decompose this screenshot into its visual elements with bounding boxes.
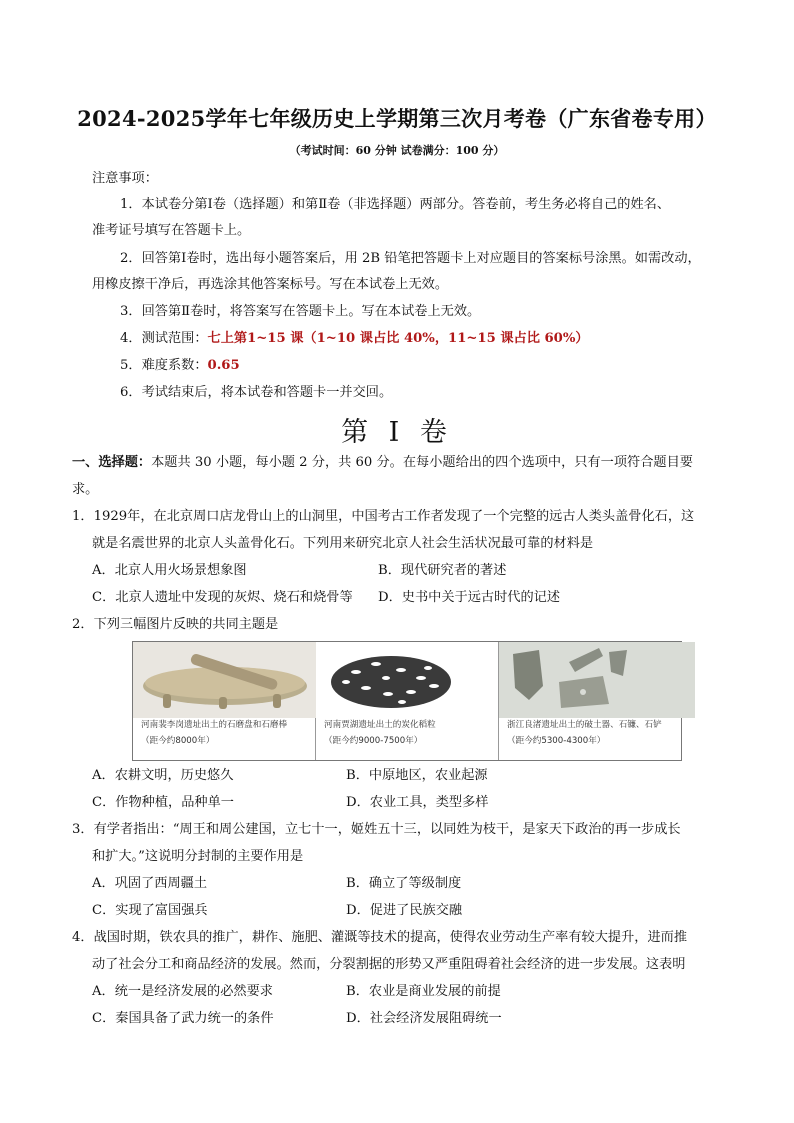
grinding-stone-image	[133, 642, 325, 718]
instruction-text: 本题共 30 小题，每小题 2 分，共 60 分。在每小题给出的四个选项中，只有一项符合题目要	[151, 455, 693, 470]
figure-panel-grinding-stone	[133, 642, 316, 760]
figure-caption: 河南裴李岗遗址出土的石磨盘和石磨棒	[141, 720, 288, 730]
note-item: 2．回答第Ⅰ卷时，选出每小题答案后，用 2B 铅笔把答题卡上对应题目的答案标号涂黑。如需改动，	[120, 251, 701, 266]
note-item: 准考证号填写在答题卡上。	[92, 223, 251, 238]
option-a[interactable]: A．统一是经济发展的必然要求	[92, 984, 273, 999]
figure-panel-stone-tools	[499, 642, 681, 760]
figure-caption: 浙江良渚遗址出土的破土器、石镰、石铲	[507, 720, 662, 730]
stone-tools-image	[499, 642, 695, 718]
option-b[interactable]: B．农业是商业发展的前提	[346, 984, 501, 999]
instruction-prefix: 一、选择题：	[72, 455, 152, 470]
question-stem: 4．战国时期，铁农具的推广，耕作、施肥、灌溉等技术的提高，使得农业劳动生产率有较大提升，进而推	[72, 930, 688, 945]
question-stem: 1．1929年，在北京周口店龙骨山上的山洞里，中国考古工作者发现了一个完整的远古人类头盖骨化石，这	[72, 509, 695, 524]
note-item: 用橡皮擦干净后，再选涂其他答案标号。写在本试卷上无效。	[92, 277, 449, 292]
exam-time-info: （考试时间：60 分钟 试卷满分：100 分）	[289, 144, 505, 157]
option-d[interactable]: D．促进了民族交融	[346, 903, 463, 918]
question-stem: 和扩大。”这说明分封制的主要作用是	[92, 849, 304, 864]
carbonized-rice-image	[316, 642, 472, 718]
note-item: 3．回答第Ⅱ卷时，将答案写在答题卡上。写在本试卷上无效。	[120, 304, 481, 319]
page-title: 2024-2025学年七年级历史上学期第三次月考卷（广东省卷专用）	[77, 106, 717, 131]
figure-date: （距今约8000年）	[141, 736, 215, 746]
figure-date: （距今约5300-4300年）	[507, 736, 606, 746]
option-d[interactable]: D．农业工具，类型多样	[346, 795, 489, 810]
option-a[interactable]: A．北京人用火场景想象图	[92, 563, 247, 578]
question-figure	[132, 641, 682, 761]
question-stem: 3．有学者指出：“周王和周公建国，立七十一，姬姓五十三，以同姓为枝干，是家天下政治的再一步成长	[72, 822, 681, 837]
section-instruction	[72, 454, 693, 472]
question-stem: 就是名震世界的北京人头盖骨化石。下列用来研究北京人社会生活状况最可靠的材料是	[92, 536, 594, 551]
option-a[interactable]: A．农耕文明，历史悠久	[92, 768, 234, 783]
option-c[interactable]: C．作物种植，品种单一	[92, 795, 234, 810]
section-title: 第 I 卷	[341, 417, 453, 448]
note-item: 1．本试卷分第Ⅰ卷（选择题）和第Ⅱ卷（非选择题）两部分。答卷前，考生务必将自己的姓名、	[120, 197, 671, 212]
scope-label: 4．测试范围：	[120, 331, 208, 346]
option-c[interactable]: C．北京人遗址中发现的灰烬、烧石和烧骨等	[92, 590, 353, 605]
scope-value: 七上第1~15 课（1~10 课占比 40%，11~15 课占比 60%）	[207, 331, 589, 346]
option-c[interactable]: C．秦国具备了武力统一的条件	[92, 1011, 274, 1026]
section-instruction-cont: 求。	[72, 482, 99, 497]
option-a[interactable]: A．巩固了西周疆土	[92, 876, 208, 891]
option-d[interactable]: D．社会经济发展阻碍统一	[346, 1011, 502, 1026]
option-b[interactable]: B．现代研究者的著述	[378, 563, 507, 578]
notes-heading: 注意事项：	[92, 171, 158, 186]
figure-panel-rice-grains	[316, 642, 499, 760]
option-c[interactable]: C．实现了富国强兵	[92, 903, 208, 918]
figure-caption: 河南贾湖遗址出土的炭化稻粒	[324, 720, 436, 730]
note-scope	[120, 330, 589, 348]
note-difficulty	[120, 357, 240, 375]
difficulty-label: 5．难度系数：	[120, 358, 208, 373]
question-stem: 2．下列三幅图片反映的共同主题是	[72, 617, 279, 632]
option-b[interactable]: B．确立了等级制度	[346, 876, 462, 891]
difficulty-value: 0.65	[207, 358, 240, 373]
option-d[interactable]: D．史书中关于远古时代的记述	[378, 590, 561, 605]
figure-date: （距今约9000-7500年）	[324, 736, 423, 746]
option-b[interactable]: B．中原地区，农业起源	[346, 768, 488, 783]
note-item: 6．考试结束后，将本试卷和答题卡一并交回。	[120, 385, 393, 400]
question-stem: 动了社会分工和商品经济的发展。然而，分裂割据的形势又严重阻碍着社会经济的进一步发展。这表明	[92, 957, 686, 972]
